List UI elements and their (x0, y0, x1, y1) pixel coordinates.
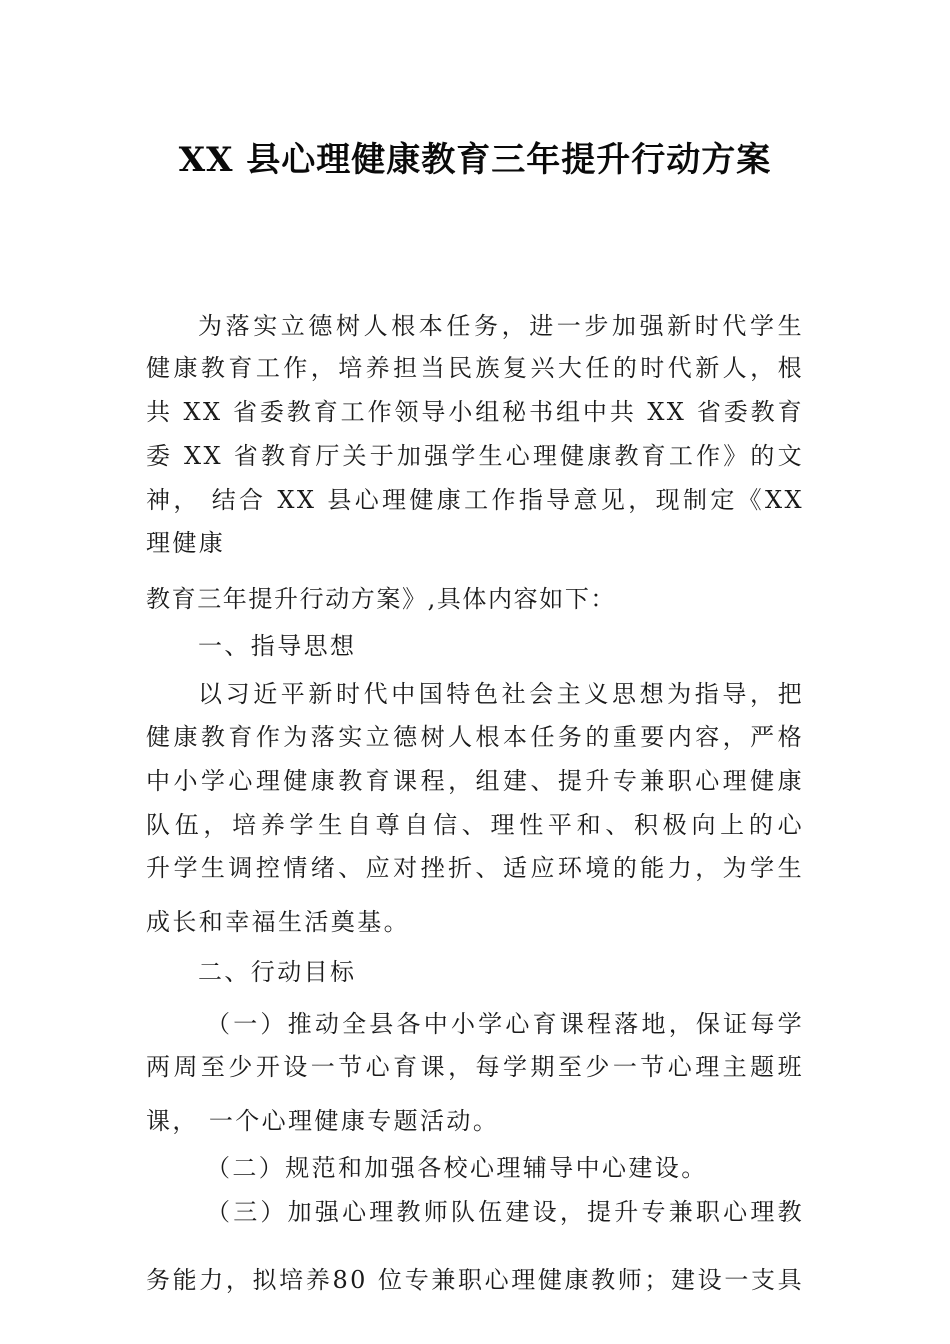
document-title: XX 县心理健康教育三年提升行动方案 (178, 140, 772, 180)
paragraph-line: 成长和幸福生活奠基。 (146, 908, 410, 936)
paragraph-line: 共 XX 省委教育工作领导小组秘书组中共 XX 省委教育 (146, 398, 804, 426)
section-heading: 二、行动目标 (198, 958, 357, 986)
section-heading: 一、指导思想 (198, 632, 357, 660)
paragraph-line: 中小学心理健康教育课程，组建、提升专兼职心理健康 (146, 767, 804, 795)
paragraph-line: 队伍，培养学生自尊自信、理性平和、积极向上的心 (146, 811, 804, 839)
paragraph-line: 务能力，拟培养80 位专兼职心理健康教师；建设一支具 (146, 1266, 804, 1294)
paragraph-line: 课， 一个心理健康专题活动。 (146, 1107, 500, 1135)
paragraph-line: 理健康 (146, 529, 226, 557)
paragraph-line: 健康教育工作，培养担当民族复兴大任的时代新人，根 (146, 354, 804, 382)
paragraph-line: 为落实立德树人根本任务，进一步加强新时代学生 (198, 312, 804, 340)
paragraph-line: 委 XX 省教育厅关于加强学生心理健康教育工作》的文 (146, 442, 804, 470)
paragraph-line: （三）加强心理教师队伍建设，提升专兼职心理教 (206, 1198, 804, 1226)
paragraph-line: 以习近平新时代中国特色社会主义思想为指导，把 (198, 680, 804, 708)
paragraph-line: （一）推动全县各中小学心育课程落地，保证每学 (206, 1010, 804, 1038)
paragraph-line: 教育三年提升行动方案》,具体内容如下： (146, 585, 617, 613)
paragraph-line: （二）规范和加强各校心理辅导中心建设。 (206, 1154, 708, 1182)
paragraph-line: 神， 结合 XX 县心理健康工作指导意见，现制定《XX (146, 486, 804, 514)
paragraph-line: 健康教育作为落实立德树人根本任务的重要内容，严格 (146, 723, 804, 751)
paragraph-line: 两周至少开设一节心育课，每学期至少一节心理主题班 (146, 1053, 804, 1081)
paragraph-line: 升学生调控情绪、应对挫折、适应环境的能力，为学生 (146, 854, 804, 882)
